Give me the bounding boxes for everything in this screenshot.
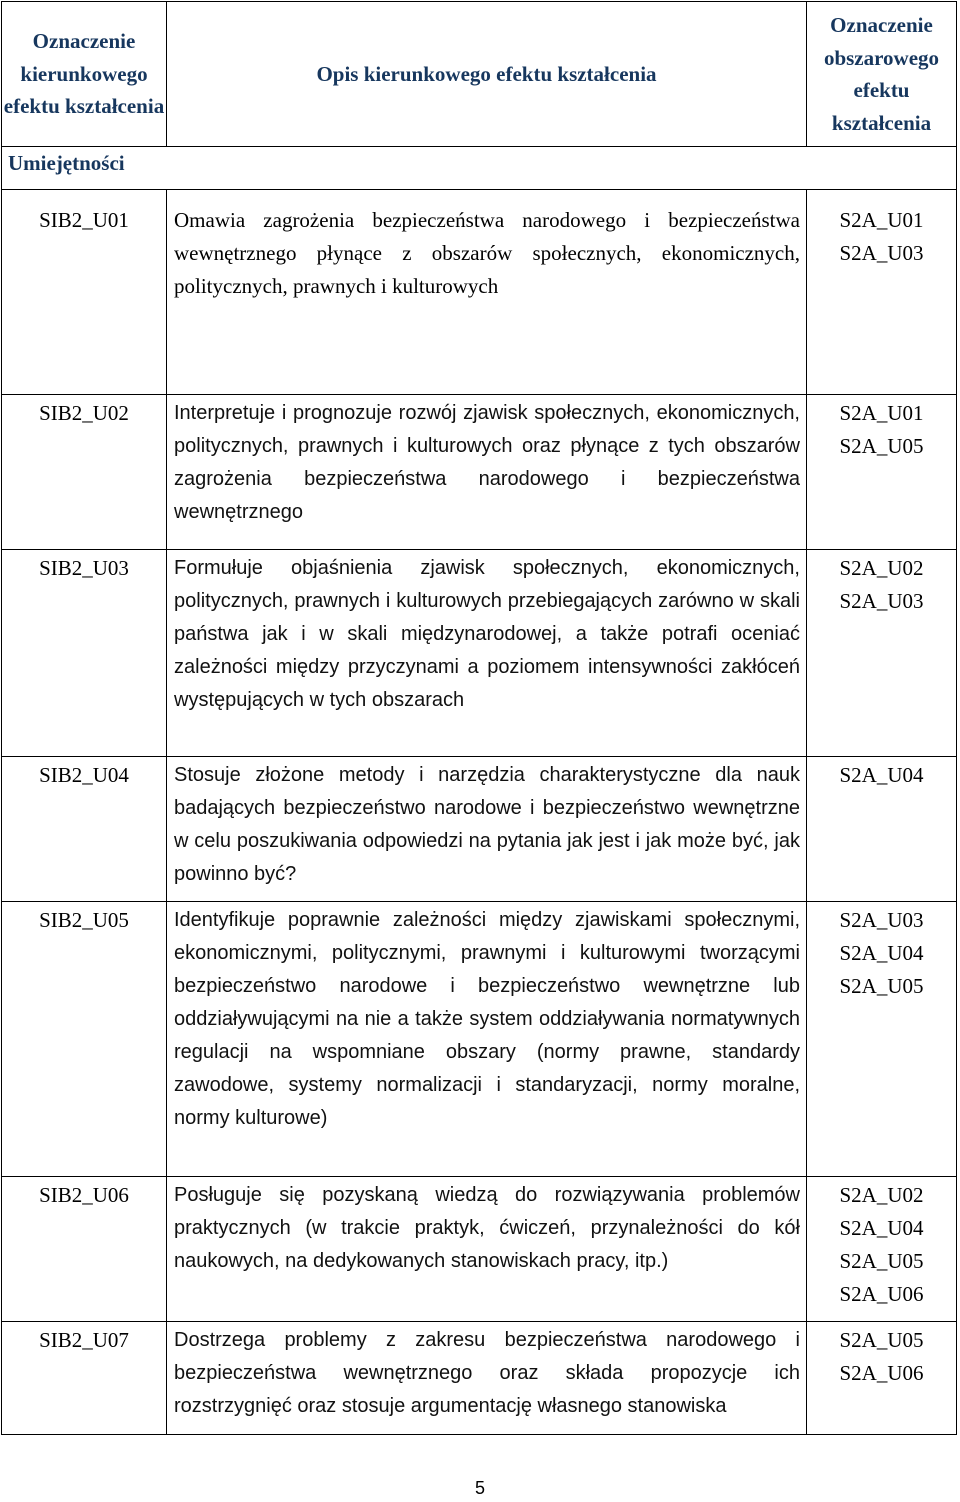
outcome-description: Omawia zagrożenia bezpieczeństwa narodowego i bezpieczeństwa wewnętrznego płynące z obszarów społecznych, ekonomicznych, politycznych, prawnych i kulturowych bbox=[167, 190, 807, 395]
regional-code: S2A_U03 bbox=[839, 908, 924, 932]
regional-code: S2A_U03 bbox=[839, 589, 924, 613]
regional-codes bbox=[807, 757, 957, 902]
table-row bbox=[2, 902, 957, 1177]
regional-code: S2A_U03 bbox=[839, 241, 924, 265]
regional-code: S2A_U05 bbox=[839, 1249, 924, 1273]
outcome-code: SIB2_U05 bbox=[2, 902, 167, 1177]
learning-outcomes-table bbox=[1, 1, 957, 1435]
header-col-code: Oznaczenie kierunkowego efektu kształcenia bbox=[2, 2, 167, 147]
table-row bbox=[2, 395, 957, 550]
regional-code: S2A_U06 bbox=[839, 1361, 924, 1385]
outcome-code: SIB2_U07 bbox=[2, 1322, 167, 1435]
regional-code: S2A_U04 bbox=[839, 1216, 924, 1240]
header-col-description: Opis kierunkowego efektu kształcenia bbox=[167, 2, 807, 147]
outcome-code: SIB2_U06 bbox=[2, 1177, 167, 1322]
table-row bbox=[2, 1177, 957, 1322]
regional-code: S2A_U04 bbox=[839, 763, 924, 787]
regional-codes bbox=[807, 1322, 957, 1435]
regional-code: S2A_U05 bbox=[839, 434, 924, 458]
page-number: 5 bbox=[474, 1478, 485, 1498]
regional-code: S2A_U04 bbox=[839, 941, 924, 965]
regional-code: S2A_U01 bbox=[839, 208, 924, 232]
regional-code: S2A_U01 bbox=[839, 401, 924, 425]
outcome-code: SIB2_U01 bbox=[2, 190, 167, 395]
regional-code: S2A_U05 bbox=[839, 974, 924, 998]
outcome-description: Identyfikuje poprawnie zależności między zjawiskami społecznymi, ekonomicznymi, politycznymi, prawnymi i kulturowymi tworzącymi bezpieczeństwo narodowe i bezpieczeństwo wewnętrzne lub oddziaływującymi na nie a także system oddziaływania normatywnych regulacji na wspomniane obszary (normy prawne, standardy zawodowe, systemy normalizacji i standaryzacji, normy moralne, normy kulturowe) bbox=[167, 902, 807, 1177]
outcome-description: Posługuje się pozyskaną wiedzą do rozwiązywania problemów praktycznych (w trakcie praktyk, ćwiczeń, przynależności do kół naukowych, na dedykowanych stanowiskach pracy, itp.) bbox=[167, 1177, 807, 1322]
section-row bbox=[2, 147, 957, 190]
table-row bbox=[2, 757, 957, 902]
table-row bbox=[2, 1322, 957, 1435]
outcome-code: SIB2_U04 bbox=[2, 757, 167, 902]
table-row bbox=[2, 190, 957, 395]
regional-codes bbox=[807, 902, 957, 1177]
outcome-description: Stosuje złożone metody i narzędzia charakterystyczne dla nauk badających bezpieczeństwo narodowe i bezpieczeństwo wewnętrzne w celu poszukiwania odpowiedzi na pytania jak jest i jak może być, jak powinno być? bbox=[167, 757, 807, 902]
table-row bbox=[2, 550, 957, 757]
regional-codes bbox=[807, 550, 957, 757]
regional-codes bbox=[807, 395, 957, 550]
section-title: Umiejętności bbox=[2, 147, 957, 190]
regional-codes bbox=[807, 1177, 957, 1322]
regional-code: S2A_U02 bbox=[839, 1183, 924, 1207]
outcome-description: Dostrzega problemy z zakresu bezpieczeństwa narodowego i bezpieczeństwa wewnętrznego oraz składa propozycje ich rozstrzygnięć oraz stosuje argumentację własnego stanowiska bbox=[167, 1322, 807, 1435]
header-col-regional: Oznaczenie obszarowego efektu kształcenia bbox=[807, 2, 957, 147]
outcome-code: SIB2_U02 bbox=[2, 395, 167, 550]
regional-code: S2A_U06 bbox=[839, 1282, 924, 1306]
regional-code: S2A_U02 bbox=[839, 556, 924, 580]
header-row bbox=[2, 2, 957, 147]
outcome-code: SIB2_U03 bbox=[2, 550, 167, 757]
regional-codes bbox=[807, 190, 957, 395]
regional-code: S2A_U05 bbox=[839, 1328, 924, 1352]
outcome-description: Formułuje objaśnienia zjawisk społecznych, ekonomicznych, politycznych, prawnych i kulturowych przebiegających zarówno w skali państwa jak i w skali międzynarodowej, a także potrafi oceniać zależności między przyczynami a poziomem intensywności zakłóceń występujących w tych obszarach bbox=[167, 550, 807, 757]
outcome-description: Interpretuje i prognozuje rozwój zjawisk społecznych, ekonomicznych, politycznych, prawnych i kulturowych oraz płynące z tych obszarów zagrożenia bezpieczeństwa narodowego i bezpieczeństwa wewnętrznego bbox=[167, 395, 807, 550]
